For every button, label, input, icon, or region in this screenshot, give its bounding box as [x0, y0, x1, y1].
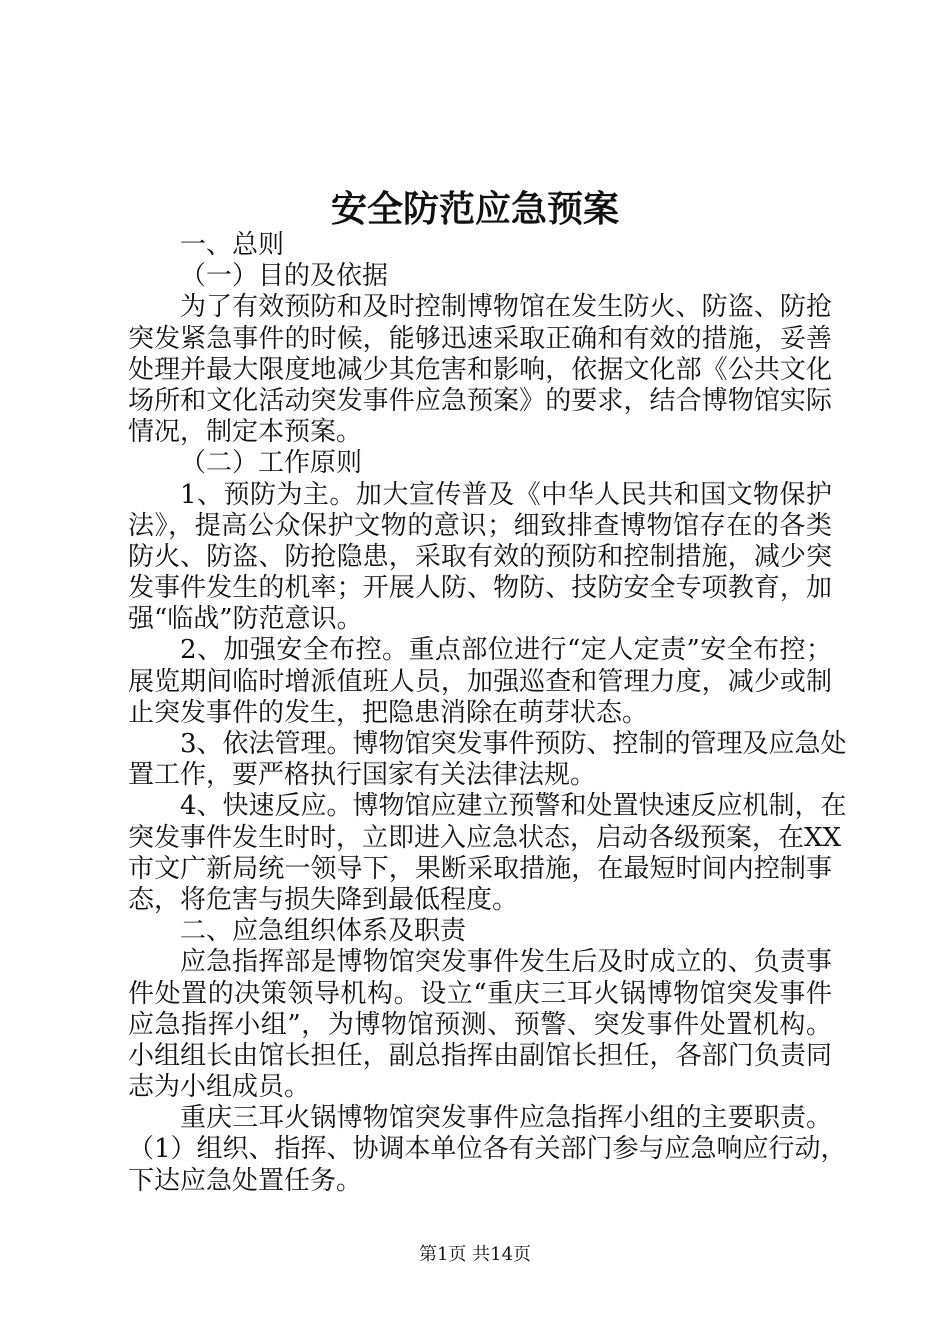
document-body — [128, 230, 847, 1197]
text-line: 情况，制定本预案。 — [128, 417, 363, 448]
text-line: 突发紧急事件的时候，能够迅速采取正确和有效的措施，妥善 — [128, 323, 832, 354]
text-line: 场所和文化活动突发事件应急预案》的要求，结合博物馆实际 — [128, 385, 832, 416]
text-line: 4、快速反应。博物馆应建立预警和处置快速反应机制，在 — [180, 791, 847, 822]
text-line: 态，将危害与损失降到最低程度。 — [128, 884, 519, 915]
text-line: 应急指挥部是博物馆突发事件发生后及时成立的、负责事 — [180, 947, 832, 978]
text-line: 重庆三耳火锅博物馆突发事件应急指挥小组的主要职责。 — [180, 1103, 832, 1134]
text-line: 为了有效预防和及时控制博物馆在发生防火、防盗、防抢 — [180, 292, 832, 323]
text-line: （二）工作原则 — [180, 448, 363, 479]
text-line: （一）目的及依据 — [180, 261, 389, 292]
text-line: 下达应急处置任务。 — [128, 1165, 363, 1196]
text-line: 志为小组成员。 — [128, 1072, 311, 1103]
text-line: 市文广新局统一领导下，果断采取措施，在最短时间内控制事 — [128, 853, 832, 884]
text-line: 发事件发生的机率；开展人防、物防、技防安全专项教育，加 — [128, 573, 832, 604]
text-line: 防火、防盗、防抢隐患，采取有效的预防和控制措施，减少突 — [128, 541, 832, 572]
text-line: 2、加强安全布控。重点部位进行“定人定责”安全布控； — [180, 635, 832, 666]
text-line: 展览期间临时增派值班人员，加强巡查和管理力度，减少或制 — [128, 666, 832, 697]
document-title: 安全防范应急预案 — [330, 188, 619, 230]
page-footer: 第1页 共14页 — [418, 1244, 532, 1265]
text-line: 突发事件发生时时，立即进入应急状态，启动各级预案，在XX — [128, 822, 842, 853]
text-line: 强“临战”防范意识。 — [128, 604, 363, 635]
text-line: 小组组长由馆长担任，副总指挥由副馆长担任，各部门负责同 — [128, 1040, 832, 1071]
text-line: 法》，提高公众保护文物的意识；细致排查博物馆存在的各类 — [128, 510, 832, 541]
text-line: 应急指挥小组”，为博物馆预测、预警、突发事件处置机构。 — [128, 1009, 832, 1040]
text-line: 二、应急组织体系及职责 — [180, 916, 467, 947]
text-line: 1、预防为主。加大宣传普及《中华人民共和国文物保护 — [180, 479, 832, 510]
text-line: （1）组织、指挥、协调本单位各有关部门参与应急响应行动， — [128, 1134, 847, 1165]
text-line: 3、依法管理。博物馆突发事件预防、控制的管理及应急处 — [180, 729, 847, 759]
text-line: 置工作，要严格执行国家有关法律法规。 — [128, 760, 597, 791]
text-line: 一、总则 — [180, 230, 285, 260]
text-line: 件处置的决策领导机构。设立“重庆三耳火锅博物馆突发事件 — [128, 978, 832, 1009]
text-line: 止突发事件的发生，把隐患消除在萌芽状态。 — [128, 697, 649, 728]
text-line: 处理并最大限度地减少其危害和影响，依据文化部《公共文化 — [128, 354, 832, 385]
